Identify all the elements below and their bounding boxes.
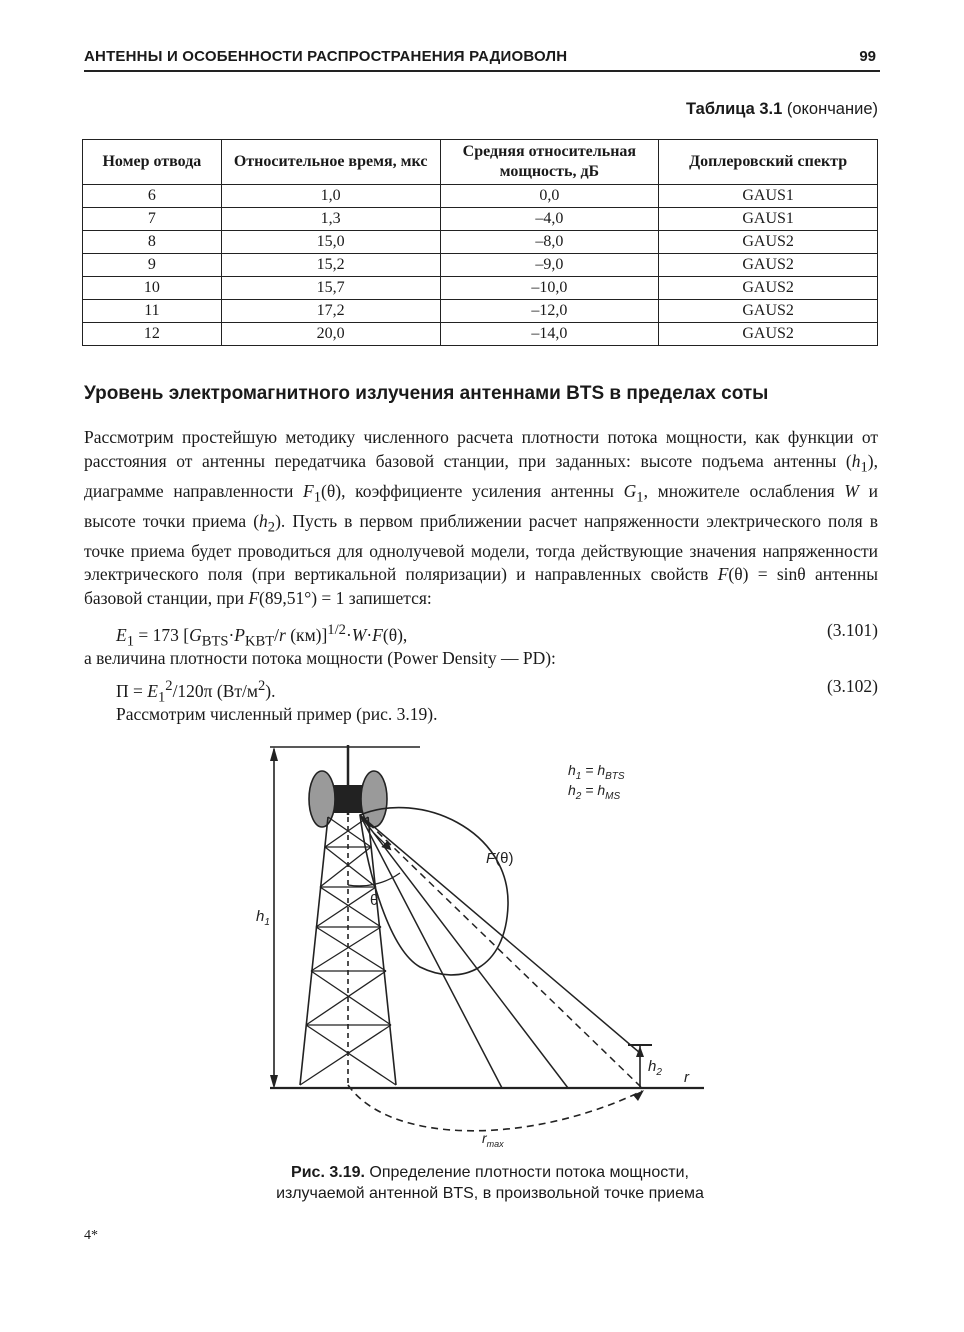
body-paragraph: Рассмотрим простейшую методику численного расчета плотности потока мощности, как функции от расстояния от антенны передатчика базовой станции, при заданных: высоте подъема антенны $(h_1)$, диаграмме направленности $F_1(\theta)$, коэффициенте усиления антенны $G_1$, множителе ослабления W и высоте точки приема $(h_2)$. Пусть в первом приближении расчет напряженности электрического поля в точке приема будет проводиться для однолучевой модели, тогда действующие значения напряженности электрического поля (при вертикальной поляризации) и направленных свойств F(θ) = sinθ антенны базовой станции, при F(89,51°) = 1 запишется: [84, 427, 879, 608]
table-cell: 15,2 [221, 254, 440, 277]
example-line: Рассмотрим численный пример (рис. 3.19). [116, 704, 438, 724]
table-header-cell: Доплеровский спектр [659, 140, 878, 185]
table-cell: –10,0 [440, 277, 659, 300]
table-cell: –4,0 [440, 208, 659, 231]
table-cell: –12,0 [440, 300, 659, 323]
page-number: 99 [859, 48, 876, 65]
label-h1-hbts: $h_1 = h_{BTS}$ [568, 762, 625, 782]
running-head [84, 46, 880, 72]
label-rmax: $r_{max}$ [482, 1130, 504, 1149]
table-cell: GAUS2 [659, 254, 878, 277]
label-h2: $h_2$ [648, 1058, 662, 1078]
table-row [83, 323, 878, 346]
label-h2-hms: $h_2 = h_{MS}$ [568, 782, 621, 802]
label-r: r [684, 1069, 689, 1086]
table-row [83, 277, 878, 300]
table-cell: –8,0 [440, 231, 659, 254]
table-cell: GAUS2 [659, 323, 878, 346]
table-row [83, 231, 878, 254]
figure-caption [160, 1162, 820, 1204]
equation-number-3-101: (3.101) [826, 620, 878, 640]
rmax-arc [348, 1085, 642, 1131]
signature-mark: 4* [84, 1228, 98, 1243]
running-head-title: АНТЕННЫ И ОСОБЕННОСТИ РАСПРОСТРАНЕНИЯ РАДИОВОЛН [84, 48, 568, 65]
table-cell: 20,0 [221, 323, 440, 346]
table-cell: 9 [83, 254, 222, 277]
table-row [83, 254, 878, 277]
table-header-cell: Номер отвода [83, 140, 222, 185]
label-h1: $h_1$ [256, 908, 270, 928]
equation-3-102: $П = E_1^2/120\pi$ $(Вт/м^2)$. [116, 678, 276, 706]
table-caption-label: Таблица 3.1 [685, 100, 783, 118]
table-row [83, 185, 878, 208]
table-cell: 15,7 [221, 277, 440, 300]
table-cell: 15,0 [221, 231, 440, 254]
equation-3-101: $E_1 = 173$ [$G_{BTS}\cdot P_{KBT}/r$ (км)]$^{1/2}$·W·F(θ), [116, 622, 408, 650]
figure-caption-label: Рис. 3.19. [291, 1164, 365, 1181]
table-cell: GAUS1 [659, 208, 878, 231]
table-cell: 10 [83, 277, 222, 300]
table-cell: GAUS1 [659, 185, 878, 208]
figure-caption-line1: Определение плотности потока мощности, [364, 1164, 689, 1181]
label-theta: θ [370, 892, 379, 909]
label-f-theta: F(θ) [486, 850, 514, 867]
table-cell: GAUS2 [659, 231, 878, 254]
equation-number-3-102: (3.102) [826, 676, 878, 696]
table-cell: –9,0 [440, 254, 659, 277]
table-cell: GAUS2 [659, 277, 878, 300]
table-caption [686, 100, 878, 119]
table-caption-suffix: (окончание) [782, 100, 878, 118]
table-cell: 12 [83, 323, 222, 346]
table-row [83, 208, 878, 231]
table-cell: 17,2 [221, 300, 440, 323]
table-cell: 7 [83, 208, 222, 231]
table-cell: –14,0 [440, 323, 659, 346]
table-cell: 6 [83, 185, 222, 208]
data-table [82, 139, 878, 346]
table-cell: 0,0 [440, 185, 659, 208]
table-cell: 1,0 [221, 185, 440, 208]
table-cell: 11 [83, 300, 222, 323]
power-density-line: а величина плотности потока мощности (Power Density — PD): [84, 648, 556, 668]
figure-caption-line2: излучаемой антенной BTS, в произвольной точке приема [276, 1185, 704, 1202]
table-cell: GAUS2 [659, 300, 878, 323]
table-header-cell: Средняя относительная мощность, дБ [440, 140, 659, 185]
table-cell: 1,3 [221, 208, 440, 231]
table-row [83, 300, 878, 323]
section-heading: Уровень электромагнитного излучения антеннами BTS в пределах соты [84, 383, 769, 404]
table-cell: 8 [83, 231, 222, 254]
antenna-block [334, 785, 362, 813]
figure-bts-diagram [250, 735, 710, 1155]
table-header-cell: Относительное время, мкс [221, 140, 440, 185]
